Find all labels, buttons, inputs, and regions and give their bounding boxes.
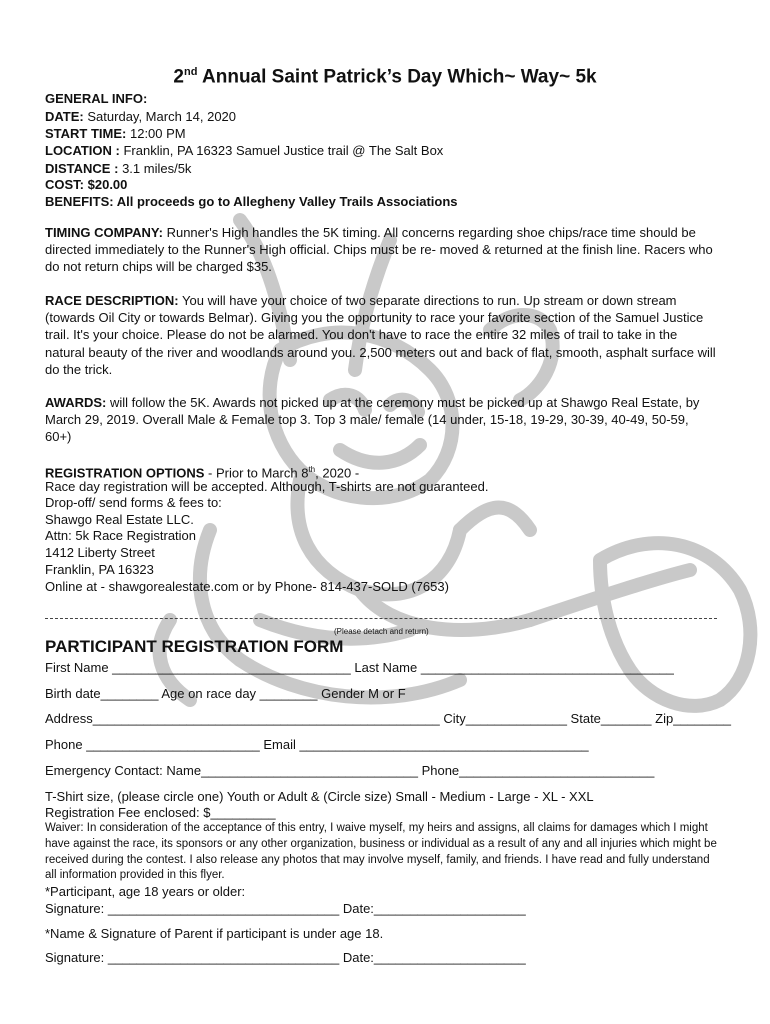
form-field-address[interactable]: Address________________________________________________ City______________ State_______ Zip________: [45, 711, 732, 726]
registration-date-text-a: - Prior to March 8: [208, 465, 309, 481]
registration-date-text-b: , 2020 -: [315, 465, 360, 481]
cost-line: [45, 176, 127, 193]
form-field-emergency-contact[interactable]: Emergency Contact: Name______________________________ Phone___________________________: [45, 763, 655, 778]
distance-line: [45, 160, 191, 177]
title-number: 2: [173, 66, 184, 88]
timing-label: TIMING COMPANY:: [45, 225, 163, 240]
form-field-names[interactable]: First Name _________________________________ Last Name ___________________________________: [45, 660, 674, 675]
signature-line-participant[interactable]: Signature: ________________________________ Date:_____________________: [45, 901, 526, 916]
start-time-value: 12:00 PM: [129, 126, 186, 141]
date-line: [45, 108, 236, 125]
form-title: PARTICIPANT REGISTRATION FORM: [45, 637, 344, 656]
benefits-line: BENEFITS: All proceeds go to Allegheny Valley Trails Associations: [45, 194, 458, 209]
detach-note: (Please detach and return): [334, 627, 429, 636]
waiver-text: Waiver: In consideration of the acceptance of this entry, I waive myself, my heirs and assigns, all claims for damages which I might have against the race, its sponsors or any other organization, business or individual as a result of any and all injuries which might be received during the contest. I also release any photos that may involve myself, family, and friends. I have read and fully understand all information provided in this flyer.: [45, 822, 717, 882]
title-superscript: nd: [183, 66, 198, 78]
participant-age-note: *Participant, age 18 years or older:: [45, 884, 246, 899]
location-label: LOCATION :: [45, 143, 120, 158]
date-value: Saturday, March 14, 2020: [87, 109, 237, 124]
race-description-label: RACE DESCRIPTION:: [45, 293, 179, 308]
start-time-label: START TIME:: [45, 126, 127, 141]
registration-date-sup: th: [308, 465, 316, 474]
form-field-phone-email[interactable]: Phone ________________________ Email ________________________________________: [45, 737, 589, 752]
start-time-line: [45, 125, 186, 142]
detach-divider: [45, 618, 717, 619]
timing-paragraph: [45, 224, 717, 276]
registration-line: 1412 Liberty Street: [45, 545, 155, 560]
form-field-tshirt-size[interactable]: T-Shirt size, (please circle one) Youth or Adult & (Circle size) Small - Medium - Large - XL - XXL: [45, 789, 594, 804]
awards-paragraph: [45, 394, 717, 446]
awards-label: AWARDS:: [45, 395, 107, 410]
date-label: DATE:: [45, 109, 84, 124]
registration-options-label: REGISTRATION OPTIONS: [45, 465, 205, 481]
registration-line: Drop-off/ send forms & fees to:: [45, 495, 222, 510]
parent-signature-note: *Name & Signature of Parent if participant is under age 18.: [45, 926, 384, 941]
general-info-heading: GENERAL INFO:: [45, 91, 148, 106]
signature-line-parent[interactable]: Signature: ________________________________ Date:_____________________: [45, 950, 526, 965]
cost-label: COST:: [45, 177, 84, 192]
distance-value: 3.1 miles/5k: [122, 161, 192, 176]
title-text: Annual Saint Patrick’s Day Which~ Way~ 5k: [202, 66, 597, 88]
registration-line: Race day registration will be accepted. Although, T-shirts are not guaranteed.: [45, 479, 489, 494]
form-field-birth[interactable]: Birth date________ Age on race day ________ Gender M or F: [45, 686, 406, 701]
registration-line: Franklin, PA 16323: [45, 562, 154, 577]
awards-text: will follow the 5K. Awards not picked up at the ceremony must be picked up at Shawgo Real Estate, by March 29, 2019. Overall Male & Female top 3. Top 3 male/ female (14 under, 15-18, 19-29, 30-39, 40-49, 50-59, 60+): [45, 395, 700, 445]
page-title: [0, 66, 770, 88]
distance-label: DISTANCE :: [45, 161, 119, 176]
registration-line: Attn: 5k Race Registration: [45, 528, 197, 543]
race-description-paragraph: [45, 292, 717, 378]
registration-line: Shawgo Real Estate LLC.: [45, 512, 194, 527]
cost-value: $20.00: [87, 177, 128, 192]
registration-line: Online at - shawgorealestate.com or by Phone- 814-437-SOLD (7653): [45, 579, 449, 594]
race-description-text: You will have your choice of two separate directions to run. Up stream or down stream (towards Oil City or towards Belmar). Giving you the opportunity to race your favorite section of the Samuel Justice trail. It's your choice. Please do not be alarmed. You don't have to race the entire 32 miles of trail to take in the natural beauty of the river and woodlands around you. 2,500 meters out and back of flat, smooth, asphalt surface will do the trick.: [45, 293, 716, 377]
location-value: Franklin, PA 16323 Samuel Justice trail @ The Salt Box: [123, 143, 444, 158]
location-line: [45, 142, 443, 159]
timing-text: Runner's High handles the 5K timing. All concerns regarding shoe chips/race time should be directed immediately to the Runner's High official. Chips must be re- moved & returned at the finish line. Racers who do not return chips will be charged $35.: [45, 225, 713, 275]
form-field-registration-fee[interactable]: Registration Fee enclosed: $_________: [45, 805, 276, 820]
